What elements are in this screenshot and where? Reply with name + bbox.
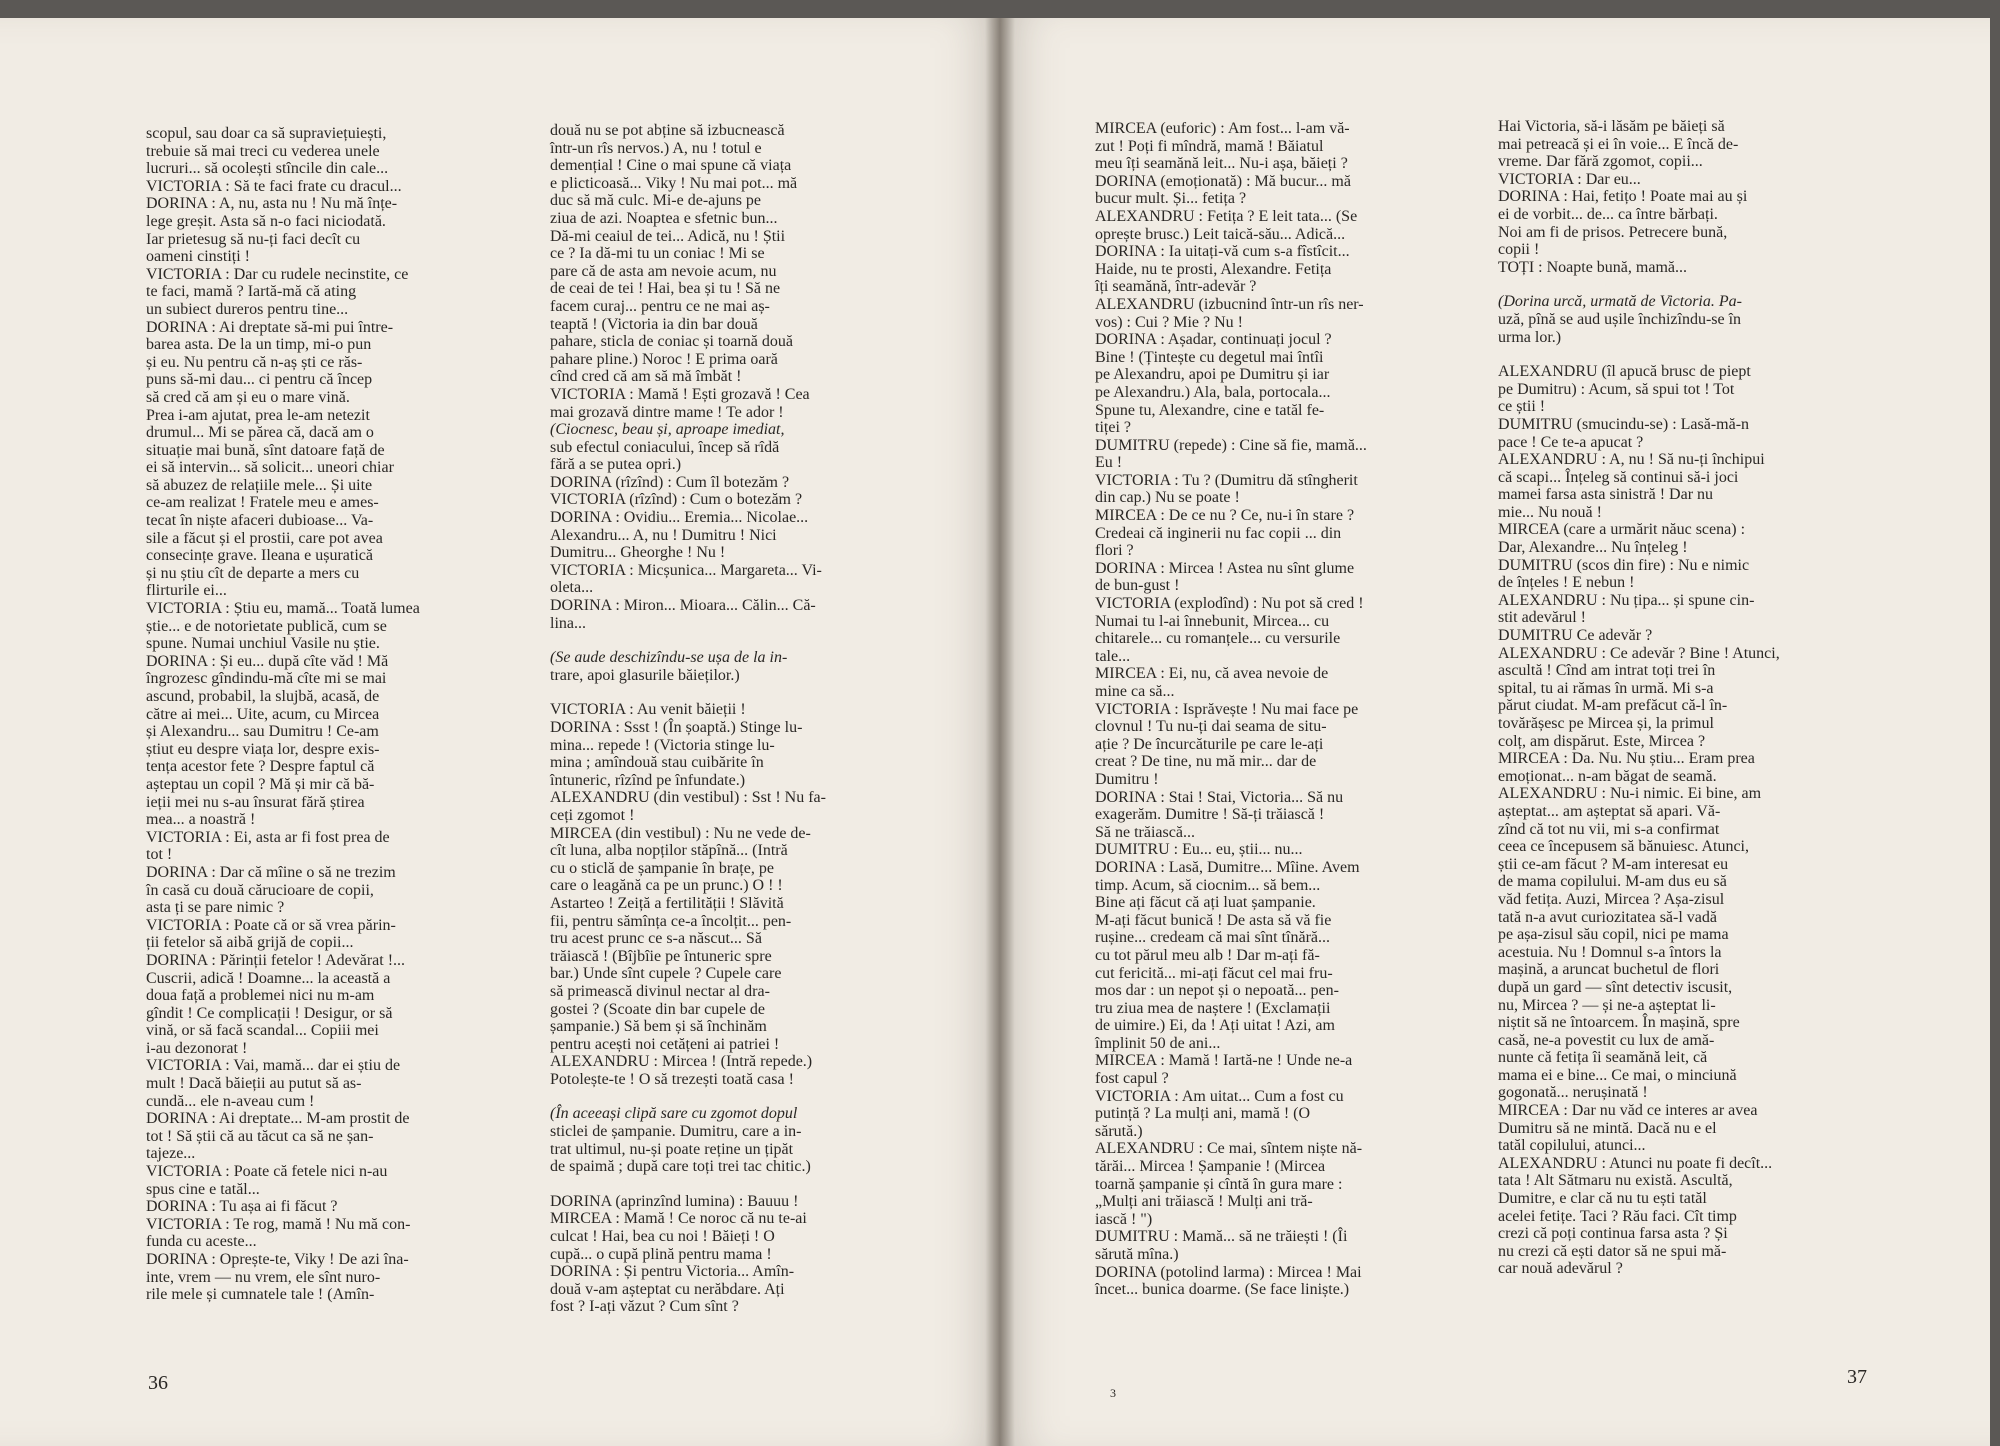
text-line: sticlei de șampanie. Dumitru, care a in- <box>550 1123 802 1141</box>
right-page-column-1 <box>1095 120 1470 1299</box>
text-line: tru acest prunc ce s-a născut... Să <box>550 930 762 948</box>
text-line: meu îți seamănă leit... Nu-i așa, băieți ? <box>1095 155 1348 173</box>
text-line: de spaimă ; după care toți trei tac chitic.) <box>550 1158 811 1176</box>
text-line: consecințe grave. Ileana e ușuratică <box>146 547 373 565</box>
text-line: chitarele... cu romanțele... cu versurile <box>1095 630 1341 648</box>
text-line: barea asta. De la un timp, mi-o pun <box>146 336 372 354</box>
text-line: VICTORIA : Au venit băieții ! <box>550 701 746 719</box>
text-line: creat ? De tine, nu mă mir... dar de <box>1095 753 1317 771</box>
text-line: lucruri... să ocolești stîncile din cale... <box>146 160 389 178</box>
text-line: DORINA : Ssst ! (În șoaptă.) Stinge lu- <box>550 719 803 736</box>
text-line: DUMITRU : Mamă... să ne trăiești ! (Îi <box>1095 1228 1348 1246</box>
text-line: ALEXANDRU (din vestibul) : Sst ! Nu fa- <box>550 789 826 807</box>
text-line: și Alexandru... sau Dumitru ! Ce-am <box>146 723 379 741</box>
text-line: mama ei e bine... Ce mai, o minciună <box>1498 1066 1737 1084</box>
text-line: DORINA : Mircea ! Astea nu sînt glume <box>1095 559 1355 577</box>
text-line: ce știi ! <box>1498 398 1546 416</box>
text-line: mașină, a aruncat buchetul de flori <box>1498 961 1720 979</box>
text-line: din cap.) Nu se poate ! <box>1095 489 1240 507</box>
text-line: ceea ce începusem să bănuiesc. Atunci, <box>1498 838 1749 856</box>
text-line: VICTORIA (explodînd) : Nu pot să cred ! <box>1095 595 1364 613</box>
text-line: ALEXANDRU : Atunci nu poate fi decît... <box>1498 1154 1773 1172</box>
text-line: trat ultimul, nu-și poate reține un țipăt <box>550 1140 794 1158</box>
text-line: DORINA (rîzînd) : Cum îl botezăm ? <box>550 473 790 491</box>
text-line: lina... <box>550 614 586 632</box>
text-line: VICTORIA : Dar cu rudele necinstite, ce <box>146 265 409 283</box>
text-line: fost capul ? <box>1095 1070 1169 1088</box>
text-line: cut fericită... mi-ați făcut cel mai fru- <box>1095 964 1333 982</box>
text-line: VICTORIA : Mamă ! Ești grozavă ! Cea <box>550 385 810 403</box>
text-line: VICTORIA (rîzînd) : Cum o botezăm ? <box>550 491 803 509</box>
blank-line <box>1498 276 1870 293</box>
text-line: DORINA : Tu așa ai fi făcut ? <box>146 1198 338 1216</box>
text-line: VICTORIA : Să te faci frate cu dracul... <box>146 177 402 195</box>
text-line: Astarteo ! Zeiță a fertilității ! Slăvită <box>550 894 784 912</box>
text-line: puns să-mi dau... ci pentru că încep <box>146 371 373 389</box>
text-line: ascultă ! Cînd am intrat toți trei în <box>1498 662 1716 680</box>
text-line: tot ! Să știi că au tăcut ca să ne șan- <box>146 1127 374 1145</box>
text-line: așteptau un copil ? Mă și mir că bă- <box>146 775 375 793</box>
text-line: MIRCEA (euforic) : Am fost... l-am vă- <box>1095 120 1350 137</box>
text-line: părut ciudat. M-am prefăcut că-l în- <box>1498 697 1728 715</box>
text-line: Numai tu l-ai înnebunit, Mircea... cu <box>1095 612 1330 630</box>
text-line: zînd că tot nu vii, mi s-a confirmat <box>1498 820 1720 838</box>
text-line: pe Alexandru.) Ala, bala, portocala... <box>1095 383 1331 401</box>
text-line: Bine ați făcut că ați luat șampanie. <box>1095 894 1316 912</box>
text-line: cupă... o cupă plină pentru mama ! <box>550 1245 772 1263</box>
text-line: VICTORIA : Știu eu, mamă... Toată lumea <box>146 600 420 618</box>
text-line: tale... <box>1095 647 1131 665</box>
text-line: e plicticoasă... Viky ! Nu mai pot... mă <box>550 174 798 192</box>
text-line: de înțeles ! E nebun ! <box>1498 574 1635 592</box>
text-line: într-un rîs nervos.) A, nu ! totul e <box>550 139 762 157</box>
text-line: fii, pentru sămînța ce-a încolțit... pen- <box>550 912 792 930</box>
text-line: de mama copilului. M-am dus eu să <box>1498 873 1727 891</box>
text-line: DUMITRU : Eu... eu, știi... nu... <box>1095 841 1303 859</box>
text-line: „Mulți ani trăiască ! Mulți ani tră- <box>1095 1193 1313 1211</box>
blank-line <box>550 1176 918 1193</box>
blank-line <box>550 684 918 701</box>
text-line: iască ! ") <box>1095 1210 1153 1228</box>
text-line: pentru acești noi cetățeni ai patriei ! <box>550 1035 780 1053</box>
text-line: ALEXANDRU : Ce adevăr ? Bine ! Atunci, <box>1498 644 1780 662</box>
text-line: Eu ! <box>1095 454 1123 472</box>
text-line: DUMITRU (repede) : Cine să fie, mamă... <box>1095 436 1367 454</box>
text-line: DORINA : Părinții fetelor ! Adevărat !... <box>146 951 406 969</box>
text-line: și nu știu cît de departe a mers cu <box>146 564 360 582</box>
text-line: tată n-a avut curiozitatea să-l vadă <box>1498 908 1717 926</box>
text-line: (Ciocnesc, beau și, aproape imediat, <box>550 421 785 439</box>
text-line: Noi am fi de prisos. Petrecere bună, <box>1498 223 1728 241</box>
text-line: încet... bunica doarme. (Se face liniște.) <box>1095 1281 1350 1299</box>
text-line: DORINA : Ai dreptate să-mi pui între- <box>146 318 394 336</box>
text-line: îngrozesc gîndindu-mă cîte mi se mai <box>146 670 387 688</box>
text-line: clovnul ! Tu nu-ți dai seama de situ- <box>1095 718 1327 736</box>
text-line: să primească divinul nectar al dra- <box>550 982 770 1000</box>
text-line: Să ne trăiască... <box>1095 823 1195 841</box>
text-line: crezi că poți continua farsa asta ? Și <box>1498 1225 1728 1243</box>
text-line: Dumitru... Gheorghe ! Nu ! <box>550 544 726 562</box>
text-line: DORINA : Miron... Mioara... Călin... Că- <box>550 597 816 615</box>
text-line: exagerăm. Dumitre ! Să-ți trăiască ! <box>1095 806 1325 824</box>
text-line: mai petreacă și ei în voie... E încă de- <box>1498 135 1739 153</box>
text-line: sărută mîna.) <box>1095 1246 1179 1263</box>
text-line: vină, or să facă scandal... Copiii mei <box>146 1022 379 1040</box>
text-line: îți seamănă, într-adevăr ? <box>1095 278 1257 296</box>
right-page-number: 37 <box>1847 1366 1867 1388</box>
text-line: sărută.) <box>1095 1122 1143 1140</box>
text-line: Cuscrii, adică ! Doamne... la această a <box>146 969 391 987</box>
text-line: VICTORIA : Am uitat... Cum a fost cu <box>1095 1087 1344 1105</box>
right-page-column-2 <box>1498 118 1870 1278</box>
text-line: Haide, nu te prosti, Alexandre. Fetița <box>1095 260 1332 278</box>
text-line: mea... a noastră ! <box>146 811 256 829</box>
text-line: să cred că am și eu o mare vină. <box>146 388 350 406</box>
page-footer-mark: 3 <box>1110 1386 1116 1400</box>
text-line: VICTORIA : Poate că or să vrea părin- <box>146 916 396 934</box>
text-line: tărăi... Mircea ! Șampanie ! (Mircea <box>1095 1158 1326 1176</box>
text-line: fără a se putea opri.) <box>550 456 682 474</box>
text-line: Bine ! (Țintește cu degetul mai întîi <box>1095 348 1324 366</box>
text-line: DORINA : Și pentru Victoria... Amîn- <box>550 1263 795 1281</box>
text-line: ei să intervin... să solicit... uneori chiar <box>146 459 394 477</box>
text-line: DORINA : Ia uitați-vă cum s-a fîstîcit... <box>1095 243 1350 261</box>
text-line: pace ! Ce te-a apucat ? <box>1498 433 1644 451</box>
text-line: cînd cred că am să mă îmbăt ! <box>550 368 742 386</box>
text-line: flori ? <box>1095 542 1134 560</box>
text-line: DORINA : Ovidiu... Eremia... Nicolae... <box>550 509 809 527</box>
text-line: DORINA : Ai dreptate... M-am prostit de <box>146 1110 410 1128</box>
text-line: după un gard — sînt detectiv iscusit, <box>1498 978 1733 996</box>
text-line: MIRCEA : Mamă ! Iartă-ne ! Unde ne-a <box>1095 1052 1353 1070</box>
text-line: VICTORIA : Poate că fetele nici n-au <box>146 1163 388 1181</box>
text-line: un subiect dureros pentru tine... <box>146 300 349 318</box>
text-line: ce ? Ia dă-mi tu un coniac ! Mi se <box>550 245 765 263</box>
text-line: spus cine e tatăl... <box>146 1180 260 1198</box>
text-line: teaptă ! (Victoria ia din bar două <box>550 315 758 333</box>
text-line: MIRCEA (din vestibul) : Nu ne vede de- <box>550 824 811 842</box>
text-line: Iar prietesug să nu-ți faci decît cu <box>146 230 361 248</box>
text-line: trebuie să mai treci cu vederea unele <box>146 142 380 160</box>
text-line: acestuia. Nu ! Domnul s-a întors la <box>1498 943 1722 961</box>
text-line: i-au dezonorat ! <box>146 1039 248 1057</box>
text-line: care o leagănă ca pe un prunc.) O ! ! <box>550 877 783 895</box>
text-line: Dumitru ! <box>1095 770 1159 788</box>
text-line: DORINA : Stai ! Stai, Victoria... Să nu <box>1095 788 1344 806</box>
text-line: mie... Nu nouă ! <box>1498 503 1602 521</box>
text-line: tența acestor fete ? Despre faptul că <box>146 758 375 776</box>
text-line: demențial ! Cine o mai spune că viața <box>550 157 792 175</box>
text-line: pe Dumitru) : Acum, să spui tot ! Tot <box>1498 380 1735 398</box>
text-line: ascund, probabil, la slujbă, acasă, de <box>146 688 380 705</box>
text-line: întuneric, rîzînd pe înfundate.) <box>550 771 746 789</box>
text-line: funda cu aceste... <box>146 1233 257 1251</box>
text-line: Spune tu, Alexandre, cine e tatăl fe- <box>1095 401 1325 419</box>
text-line: ziua de azi. Noaptea e sfetnic bun... <box>550 209 778 227</box>
text-line: copii ! <box>1498 241 1540 259</box>
text-line: urma lor.) <box>1498 328 1562 346</box>
text-line: spune. Numai unchiul Vasile nu știe. <box>146 635 380 653</box>
text-line: MIRCEA (care a urmărit năuc scena) : <box>1498 521 1746 539</box>
text-line: zut ! Poți fi mîndră, mamă ! Băiatul <box>1095 137 1324 155</box>
text-line: DUMITRU Ce adevăr ? <box>1498 627 1653 645</box>
text-line: către ai mei... Uite, acum, cu Mircea <box>146 705 380 723</box>
text-line: TOȚI : Noapte bună, mamă... <box>1498 258 1687 276</box>
text-line: ație ? De încurcăturile pe care le-ați <box>1095 735 1324 753</box>
right-page <box>1000 18 1990 1446</box>
text-line: ALEXANDRU (îl apucă brusc de piept <box>1498 363 1751 381</box>
text-line: tecat în niște afaceri dubioase... Va- <box>146 512 374 530</box>
blank-line <box>550 1088 918 1105</box>
text-line: Potolește-te ! O să trezești toată casa ! <box>550 1070 794 1088</box>
text-line: gîndit ! Ce complicații ! Desigur, or să <box>146 1004 393 1022</box>
text-line: facem curaj... pentru ce ne mai aș- <box>550 297 770 315</box>
text-line: te faci, mamă ? Iartă-mă că ating <box>146 283 357 301</box>
text-line: VICTORIA : Micșunica... Margareta... Vi- <box>550 561 822 579</box>
text-line: culcat ! Hai, bea cu noi ! Băieți ! O <box>550 1228 775 1246</box>
text-line: drumul... Mi se părea că, dacă am o <box>146 424 374 442</box>
text-line: tovărășesc pe Mircea și, la primul <box>1498 715 1714 732</box>
text-line: împlinit 50 de ani... <box>1095 1034 1221 1052</box>
text-line: ce-am realizat ! Fratele meu e ames- <box>146 494 379 512</box>
text-line: car nouă adevărul ? <box>1498 1260 1623 1278</box>
text-line: fost ? I-ați văzut ? Cum sînt ? <box>550 1298 739 1316</box>
text-line: nunte că fetița îi seamănă leit, că <box>1498 1049 1708 1067</box>
text-line: mult ! Dacă băieții au putut să as- <box>146 1075 362 1093</box>
text-line: M-ați făcut bunică ! De asta să vă fie <box>1095 911 1332 929</box>
text-line: Dă-mi ceaiul de tei... Adică, nu ! Știi <box>550 227 786 245</box>
text-line: Dumitre, e clar că nu tu ești tatăl <box>1498 1190 1707 1208</box>
text-line: cu o sticlă de șampanie în brațe, pe <box>550 859 774 877</box>
text-line: tiței ? <box>1095 419 1131 437</box>
text-line: VICTORIA : Isprăvește ! Nu mai face pe <box>1095 700 1359 718</box>
text-line: doua față a problemei nici nu m-am <box>146 987 375 1005</box>
text-line: cît luna, alba nopților stăpînă... (Intră <box>550 842 788 860</box>
text-line: Credeai că inginerii nu fac copii ... din <box>1095 524 1342 542</box>
text-line: sile a făcut și el prostii, care pot avea <box>146 529 383 547</box>
left-page-number: 36 <box>148 1372 168 1394</box>
book-gutter <box>985 18 1015 1446</box>
text-line: mina ; amîndouă stau cuibărite în <box>550 754 764 772</box>
text-line: ALEXANDRU : Fetița ? E leit tata... (Se <box>1095 207 1358 225</box>
text-line: tru ziua mea de naștere ! (Exclamații <box>1095 999 1331 1017</box>
text-line: asta ți se pare nimic ? <box>146 899 285 917</box>
text-line: (Se aude deschizîndu-se ușa de la in- <box>550 649 788 667</box>
text-line: DUMITRU (smucindu-se) : Lasă-mă-n <box>1498 415 1750 433</box>
blank-line <box>1498 346 1870 363</box>
text-line: DORINA : A, nu, asta nu ! Nu mă înțe- <box>146 195 398 213</box>
text-line: MIRCEA : Mamă ! Ce noroc că nu te-ai <box>550 1210 807 1228</box>
text-line: DORINA (aprinzînd lumina) : Bauuu ! <box>550 1192 799 1210</box>
text-line: că scapi... Înțeleg să continui să-i joci <box>1498 468 1739 486</box>
text-line: ALEXANDRU : Ce mai, sîntem niște nă- <box>1095 1140 1363 1158</box>
text-line: ei de vorbit... de... ca între bărbați. <box>1498 205 1718 223</box>
text-line: pe așa-zisul său copil, nici pe mama <box>1498 926 1729 944</box>
text-line: mos dar : un nepot și o nepoată... pen- <box>1095 982 1339 1000</box>
text-line: uză, pînă se aud ușile închizîndu-se în <box>1498 310 1742 328</box>
text-line: spital, tu ai rămas în urmă. Mi s-a <box>1498 679 1714 697</box>
text-line: știut eu despre viața lor, despre exis- <box>146 740 380 758</box>
text-line: tatăl copilului, atunci... <box>1498 1137 1646 1155</box>
text-line: Hai Victoria, să-i lăsăm pe băieți să <box>1498 118 1725 135</box>
text-line: DORINA : Și eu... după cîte văd ! Mă <box>146 652 389 670</box>
text-line: în casă cu două cărucioare de copii, <box>146 881 374 899</box>
text-line: ALEXANDRU : Nu-i nimic. Ei bine, am <box>1498 785 1762 803</box>
text-line: MIRCEA : De ce nu ? Ce, nu-i în stare ? <box>1095 507 1355 525</box>
text-line: de uimire.) Ei, da ! Ați uitat ! Azi, am <box>1095 1017 1335 1035</box>
text-line: DORINA : Oprește-te, Viky ! De azi îna- <box>146 1251 409 1268</box>
text-line: emoționat... n-am băgat de seamă. <box>1498 767 1717 785</box>
text-line: (Dorina urcă, urmată de Victoria. Pa- <box>1498 293 1742 311</box>
text-line: lege greșit. Asta să n-o faci niciodată. <box>146 212 386 230</box>
text-line: ceți zgomot ! <box>550 806 635 824</box>
text-line: cundă... ele n-aveau cum ! <box>146 1092 315 1110</box>
text-line: DUMITRU (scos din fire) : Nu e nimic <box>1498 556 1750 574</box>
text-line: VICTORIA : Ei, asta ar fi fost prea de <box>146 828 390 846</box>
text-line: nu crezi că ești dator să ne spui mă- <box>1498 1242 1727 1260</box>
text-line: DORINA : Dar că mîine o să ne trezim <box>146 863 396 881</box>
text-line: Dar, Alexandre... Nu înțeleg ! <box>1498 539 1688 557</box>
text-line: colț, am dispărut. Este, Mircea ? <box>1498 732 1706 750</box>
text-line: VICTORIA : Tu ? (Dumitru dă stîngherit <box>1095 471 1358 489</box>
text-line: mai grozavă dintre mame ! Te ador ! <box>550 403 784 421</box>
text-line: așteptat... am așteptat să apari. Vă- <box>1498 802 1721 820</box>
text-line: ALEXANDRU : A, nu ! Să nu-ți închipui <box>1498 451 1765 469</box>
text-line: inte, vrem — nu vrem, ele sînt nuro- <box>146 1268 381 1286</box>
text-line: Prea i-am ajutat, prea le-am netezit <box>146 406 370 424</box>
text-line: pe Alexandru, apoi pe Dumitru și iar <box>1095 366 1330 384</box>
text-line: duc să mă culc. Mi-e de-ajuns pe <box>550 192 762 210</box>
text-line: niștit să ne întoarcem. În mașină, spre <box>1498 1014 1740 1032</box>
text-line: oleta... <box>550 579 594 597</box>
text-line: MIRCEA : Da. Nu. Nu știu... Eram prea <box>1498 750 1755 768</box>
text-line: mamei farsa asta sinistră ! Dar nu <box>1498 486 1714 504</box>
text-line: cu tot părul meu alb ! Dar m-ați fă- <box>1095 946 1320 964</box>
text-line: să abuzez de relațiile mele... Și uite <box>146 476 373 494</box>
left-page <box>0 18 1000 1446</box>
text-line: DORINA (emoționată) : Mă bucur... mă <box>1095 172 1351 190</box>
text-line: sub efectul coniacului, încep să rîdă <box>550 438 780 456</box>
text-line: pahare, sticla de coniac și toarnă două <box>550 333 793 351</box>
text-line: VICTORIA : Dar eu... <box>1498 170 1641 188</box>
text-line: stit adevărul ! <box>1498 609 1586 627</box>
text-line: bucur mult. Și... fetița ? <box>1095 190 1247 208</box>
text-line: MIRCEA : Ei, nu, că avea nevoie de <box>1095 665 1329 683</box>
text-line: două v-am așteptat cu nerăbdare. Ați <box>550 1280 785 1298</box>
text-line: două nu se pot abține să izbucnească <box>550 122 785 139</box>
text-line: ții fetelor să aibă grijă de copii... <box>146 934 354 952</box>
text-line: putință ? La mulți ani, mamă ! (O <box>1095 1105 1311 1123</box>
text-line: DORINA (potolind larma) : Mircea ! Mai <box>1095 1263 1362 1281</box>
text-line: mine ca să... <box>1095 683 1175 700</box>
text-line: pahare pline.) Noroc ! E prima oară <box>550 350 778 368</box>
text-line: DORINA : Hai, fetițo ! Poate mai au și <box>1498 188 1748 206</box>
text-line: ALEXANDRU : Nu țipa... și spune cin- <box>1498 591 1755 609</box>
text-line: DORINA : Lasă, Dumitre... Mîine. Avem <box>1095 858 1360 876</box>
text-line: rușine... credeam că mai sînt tînără... <box>1095 929 1331 947</box>
text-line: oprește brusc.) Leit taică-său... Adică... <box>1095 225 1346 243</box>
text-line: VICTORIA : Te rog, mamă ! Nu mă con- <box>146 1215 411 1233</box>
text-line: scopul, sau doar ca să supraviețuiești, <box>146 125 387 142</box>
text-line: gogonată... nerușinată ! <box>1498 1084 1648 1102</box>
text-line: ieții mei nu s-au însurat fără știrea <box>146 793 365 811</box>
text-line: rile mele și cumnatele tale ! (Amîn- <box>146 1286 375 1304</box>
text-line: ALEXANDRU (izbucnind într-un rîs ner- <box>1095 295 1364 313</box>
text-line: VICTORIA : Vai, mamă... dar ei știu de <box>146 1057 401 1075</box>
text-line: ALEXANDRU : Mircea ! (Intră repede.) <box>550 1053 813 1071</box>
text-line: oameni cinstiți ! <box>146 248 250 266</box>
text-line: de ceai de tei ! Hai, bea și tu ! Să ne <box>550 280 781 298</box>
text-line: DORINA : Așadar, continuați jocul ? <box>1095 331 1332 349</box>
text-line: Alexandru... A, nu ! Dumitru ! Nici <box>550 526 777 544</box>
text-line: văd fetița. Auzi, Mircea ? Așa-zisul <box>1498 890 1725 908</box>
text-line: mina... repede ! (Victoria stinge lu- <box>550 736 775 754</box>
text-line: trare, apoi glasurile băieților.) <box>550 666 740 684</box>
text-line: de bun-gust ! <box>1095 577 1180 595</box>
text-line: (În aceeași clipă sare cu zgomot dopul <box>550 1105 798 1123</box>
text-line: vreme. Dar fără zgomot, copii... <box>1498 153 1703 171</box>
text-line: situație mai bună, sînt datoare față de <box>146 441 385 459</box>
text-line: tot ! <box>146 846 173 864</box>
text-line: nu, Mircea ? — și ne-a așteptat li- <box>1498 996 1716 1014</box>
text-line: tajeze... <box>146 1145 196 1163</box>
text-line: știe... e de notorietate publică, cum se <box>146 617 387 635</box>
text-line: casă, ne-a povestit cu lux de amă- <box>1498 1031 1715 1049</box>
text-line: vos) : Cui ? Mie ? Nu ! <box>1095 313 1243 331</box>
text-line: Dumitru să ne mintă. Dacă nu e el <box>1498 1119 1717 1137</box>
text-line: flirturile ei... <box>146 582 227 600</box>
text-line: MIRCEA : Dar nu văd ce interes ar avea <box>1498 1102 1758 1120</box>
text-line: pare că de asta am nevoie acum, nu <box>550 262 777 280</box>
text-line: șampanie.) Să bem și să închinăm <box>550 1018 767 1036</box>
text-line: știi ce-am făcut ? M-am interesat eu <box>1498 855 1729 873</box>
left-page-column-1 <box>146 125 522 1304</box>
text-line: bar.) Unde sînt cupele ? Cupele care <box>550 965 782 983</box>
blank-line <box>550 632 918 649</box>
text-line: timp. Acum, să ciocnim... să bem... <box>1095 876 1321 894</box>
text-line: toarnă șampanie și cîntă în gura mare : <box>1095 1175 1343 1193</box>
text-line: și eu. Nu pentru că n-aș ști ce răs- <box>146 353 363 371</box>
left-page-column-2 <box>550 122 918 1316</box>
text-line: tata ! Alt Sătmaru nu există. Ascultă, <box>1498 1172 1733 1190</box>
text-line: trăiască ! (Bîjbîie pe întuneric spre <box>550 947 772 965</box>
text-line: acelei fetițe. Taci ? Rău faci. Cît timp <box>1498 1207 1737 1225</box>
text-line: gostei ? (Scoate din bar cupele de <box>550 1000 766 1018</box>
